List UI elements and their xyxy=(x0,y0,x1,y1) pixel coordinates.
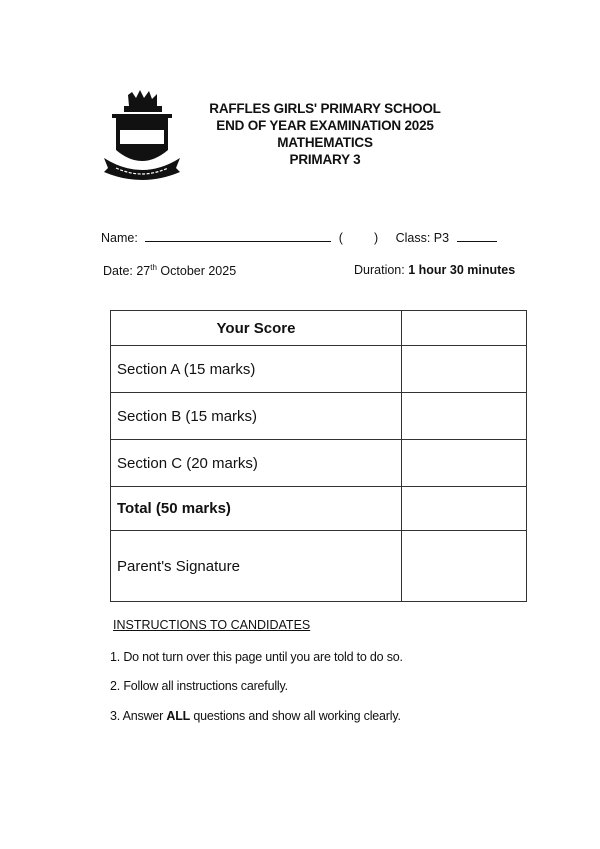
index-open: ( xyxy=(338,231,343,245)
duration-value: 1 hour 30 minutes xyxy=(408,263,516,277)
duration xyxy=(354,263,515,277)
table-row xyxy=(111,487,527,531)
exam-header xyxy=(190,100,460,168)
table-row xyxy=(111,531,527,602)
score-header-value xyxy=(402,311,527,346)
index-close: ) xyxy=(373,231,379,245)
instruction-item xyxy=(110,650,403,664)
score-cell[interactable] xyxy=(402,487,527,531)
item-text: questions and show all working clearly. xyxy=(190,709,401,723)
item-text: Do not turn over this page until you are told to do so. xyxy=(123,650,403,664)
instruction-item xyxy=(110,679,288,693)
score-header: Your Score xyxy=(111,311,402,346)
subject: MATHEMATICS xyxy=(277,135,373,150)
table-row xyxy=(111,393,527,440)
date-sup: th xyxy=(150,263,157,272)
item-text: Follow all instructions carefully. xyxy=(123,679,288,693)
class-field[interactable] xyxy=(457,231,497,242)
level: PRIMARY 3 xyxy=(289,152,361,167)
score-table xyxy=(110,310,527,602)
name-label: Name: xyxy=(101,231,138,245)
instructions-title: INSTRUCTIONS TO CANDIDATES xyxy=(113,618,311,632)
item-number: 3. xyxy=(110,709,121,723)
school-crest-icon xyxy=(102,88,182,184)
row-label: Total (50 marks) xyxy=(111,487,402,531)
score-cell[interactable] xyxy=(402,440,527,487)
date-value: October 2025 xyxy=(160,264,237,279)
item-number: 2. xyxy=(110,679,121,693)
item-number: 1. xyxy=(110,650,121,664)
school-name: RAFFLES GIRLS' PRIMARY SCHOOL xyxy=(209,101,441,116)
exam-title: END OF YEAR EXAMINATION 2025 xyxy=(216,118,434,133)
date xyxy=(103,263,236,278)
table-row xyxy=(111,346,527,393)
row-label: Parent's Signature xyxy=(111,531,402,602)
duration-label: Duration: xyxy=(354,263,405,277)
score-cell[interactable] xyxy=(402,346,527,393)
name-field[interactable] xyxy=(145,231,331,242)
row-label: Section A (15 marks) xyxy=(111,346,402,393)
date-label: Date: 27 xyxy=(103,264,151,279)
score-cell[interactable] xyxy=(402,393,527,440)
row-label: Section C (20 marks) xyxy=(111,440,402,487)
row-label: Section B (15 marks) xyxy=(111,393,402,440)
item-text: Answer xyxy=(122,709,167,723)
class-label: Class: P3 xyxy=(395,231,450,245)
table-row xyxy=(111,440,527,487)
item-text-bold: ALL xyxy=(166,709,191,723)
signature-cell[interactable] xyxy=(402,531,527,602)
score-table-header xyxy=(111,311,527,346)
instruction-item xyxy=(110,709,401,723)
name-class-row xyxy=(101,231,497,245)
